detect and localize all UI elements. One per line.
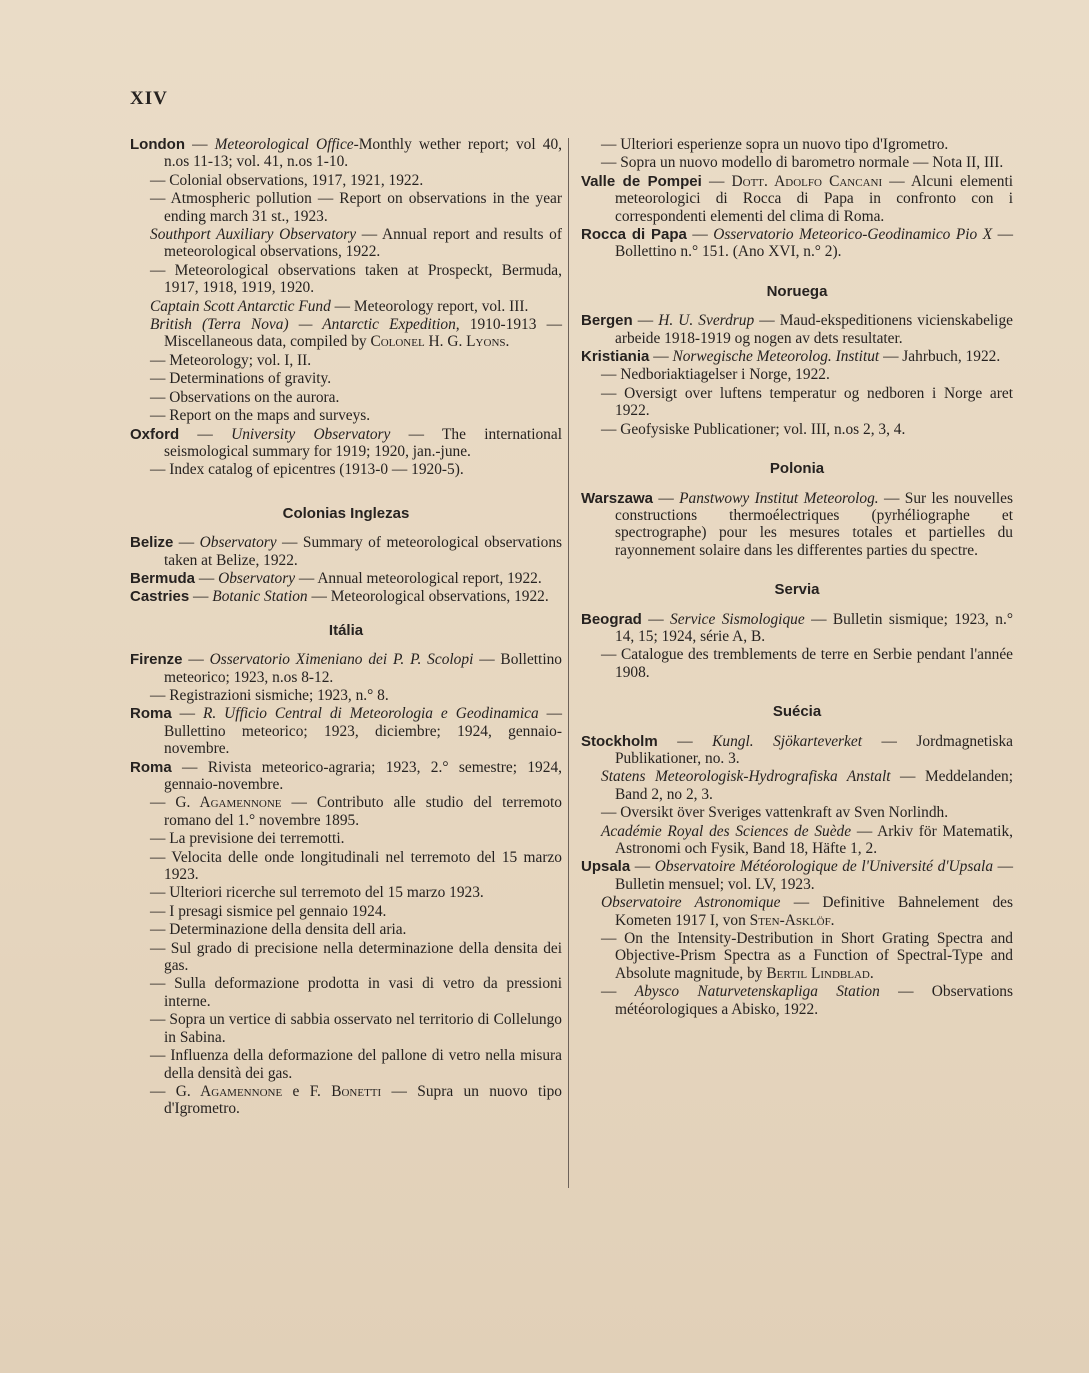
institution-name: R. Ufficio Central di Meteorologia e Geodinamica (202, 705, 539, 723)
list-item (581, 930, 1013, 982)
entry-roma-rivista (130, 759, 562, 794)
entry-oxford: Oxford — University Observatory — The international seismological summary for 1919; 1920, jan.-june. (130, 425, 562, 460)
entry-text: — Supra un nuovo tipo d'Igrometro. (164, 1082, 562, 1118)
entry-observatoire-astronomique (581, 894, 1013, 929)
author-name: G. Agamennone (175, 794, 282, 812)
city-name: Beograd (581, 610, 642, 628)
institution-name: Abysco Naturvetenskapliga Station (634, 983, 880, 1001)
right-column (581, 136, 1013, 1019)
entry-bergen: Bergen — H. U. Sverdrup — Maud-ekspeditionens vicienskabelige arbeide 1918-1919 og nogen av dets resultater. (581, 312, 1013, 347)
institution-name: Observatory (199, 534, 277, 552)
city-name: Castries (130, 588, 190, 606)
column-divider (568, 138, 569, 1188)
entry-text: — Jahrbuch, 1922. (879, 348, 1001, 366)
entry-stockholm: Stockholm — Kungl. Sjökarteverket — Jordmagnetiska Publikationer, no. 3. (581, 732, 1013, 767)
list-item: — Oversigt over luftens temperatur og nedboren i Norge aret 1922. (601, 384, 1013, 420)
city-name: Bermuda (130, 569, 196, 587)
list-item: — Determinations of gravity. (150, 370, 332, 388)
list-item: — Ulteriori esperienze sopra un nuovo tipo d'Igrometro. (601, 136, 949, 153)
entry-text: — Annual report and results of meteorological observations, 1922. (164, 226, 562, 261)
entry-academie (581, 823, 1013, 858)
left-column (130, 136, 562, 1119)
entry-text: — Alcuni elementi meteorologici di Rocca di Papa in confronto con i correspondenti elementi del clima di Roma. (615, 172, 1014, 225)
entry-london: London — Meteorological Office-Monthly wether report; vol 40, n.os 11-13; vol. 41, n.os 1-10. (130, 136, 562, 171)
entry-castries: Castries — Botanic Station — Meteorological observations, 1922. (130, 588, 549, 606)
city-name: Kristiania (581, 348, 650, 366)
list-item: — Sopra un nuovo modello di barometro normale — Nota II, III. (601, 154, 1004, 172)
section-heading: Colonias Inglezas (282, 504, 410, 522)
institution-name: H. U. Sverdrup (658, 312, 755, 330)
institution-name: Panstwowy Institut Meteorolog. (679, 489, 879, 507)
entry-text: — Summary of meteorological observations taken at Belize, 1922. (164, 534, 563, 569)
list-item: — Report on the maps and surveys. (150, 407, 371, 425)
city-name: Firenze (130, 651, 183, 669)
entry-text: — Definitive Bahnelement des Kometen 1917 I, von (615, 894, 1013, 929)
entry-text: — Jordmagnetiska Publikationer, no. 3. (615, 732, 1013, 767)
list-item: — Sulla deformazione prodotta in vasi di vetro da pressioni interne. (150, 975, 562, 1010)
list-item: — Colonial observations, 1917, 1921, 1922. (150, 171, 424, 189)
list-item: — I presagi sismice pel gennaio 1924. (150, 902, 387, 920)
entry-roma: Roma — R. Ufficio Central di Meteorologia e Geodinamica — Bullettino meteorico; 1923, diciembre; 1924, gennaio-novembre. (130, 705, 562, 758)
entry-warszawa: Warszawa — Panstwowy Institut Meteorolog. — Sur les nouvelles constructions thermoélectriques (pyrhéliographe et spectrographe) pour les mesures totales et partielles du rayonnement solaire dans les differentes parties du spectre. (581, 489, 1013, 559)
entry-scott (130, 298, 562, 315)
entry-rocca-di-papa: Rocca di Papa — Osservatorio Meteorico-Geodinamico Pio X — Bollettino n.° 151. (Ano XVI, n.° 2). (581, 226, 1013, 261)
list-item: — Geofysiske Publicationer; vol. III, n.os 2, 3, 4. (601, 420, 906, 438)
author-name: G. Agamennone (175, 1082, 283, 1100)
entry-british (130, 316, 562, 351)
institution-name: Osservatorio Meteorico-Geodinamico Pio X (713, 226, 993, 244)
entry-kristiania: Kristiania — Norwegische Meteorolog. Institut — Jahrbuch, 1922. (581, 348, 1001, 366)
institution-name: Osservatorio Ximeniano dei P. P. Scolopi (209, 651, 474, 669)
list-item: — Influenza della deformazione del pallone di vetro nella misura della densità dei gas. (150, 1047, 562, 1082)
list-item: — Abysco Naturvetenskapliga Station — Observations météorologiques a Abisko, 1922. (601, 983, 1013, 1018)
institution-name: Observatory (218, 569, 296, 587)
entry-text: — Meddelanden; Band 2, no 2, 3. (615, 768, 1013, 803)
city-name: Rocca di Papa (581, 226, 687, 244)
list-item: — G. Agamennone e F. Bonetti — Supra un nuovo tipo d'Igrometro. (150, 1082, 562, 1118)
entry-text: — Annual meteorological report, 1922. (295, 569, 542, 587)
entry-southport (130, 226, 562, 261)
city-name: Belize (130, 534, 174, 552)
institution-name: Captain Scott Antarctic Fund (150, 297, 331, 315)
list-item: — Sul grado di precisione nella determinazione della densita dei gas. (150, 939, 562, 975)
city-name: Roma (130, 705, 172, 723)
institution-name: Statens Meteorologisk-Hydrografiska Anstalt (601, 768, 891, 786)
entry-beograd: Beograd — Service Sismologique — Bulletin sismique; 1923, n.° 14, 15; 1924, série A, B. (581, 610, 1013, 645)
section-heading: Servia (774, 581, 820, 599)
entry-text: — Observations météorologiques a Abisko, 1922. (615, 983, 1013, 1018)
page-number: XIV (130, 88, 168, 109)
city-name: London (130, 136, 185, 153)
entry-belize: Belize — Observatory — Summary of meteorological observations taken at Belize, 1922. (130, 534, 563, 569)
entry-bermuda: Bermuda — Observatory — Annual meteorological report, 1922. (130, 569, 542, 587)
entry-firenze: Firenze — Osservatorio Ximeniano dei P. P. Scolopi — Bollettino meteorico; 1923, n.os 8-12. (130, 651, 562, 686)
list-item: — G. Agamennone — Contributo alle studio del terremoto romano del 1.° novembre 1895. (150, 794, 562, 829)
institution-name: Meteorological Office (214, 136, 354, 153)
city-name: Valle de Pompei (581, 172, 702, 190)
city-name: Bergen (581, 312, 633, 330)
list-item: — Oversikt över Sveriges vattenkraft av Sven Norlindh. (601, 804, 949, 822)
entry-text: — Contributo alle studio del terremoto romano del 1.° novembre 1895. (164, 794, 562, 829)
city-name: Upsala (581, 858, 631, 876)
entry-text: — Meteorology report, vol. III. (330, 297, 529, 315)
entry-text: — Bulletin sismique; 1923, n.° 14, 15; 1924, série A, B. (615, 610, 1013, 645)
city-name: Stockholm (581, 732, 658, 750)
list-item: — Velocita delle onde longitudinali nel terremoto del 15 marzo 1923. (150, 848, 562, 884)
institution-name: Southport Auxiliary Observatory (150, 226, 357, 244)
entry-text: 1910-1913 — Miscellaneous data, compiled by (164, 316, 562, 351)
institution-name: Botanic Station (212, 588, 308, 606)
entry-text: — Bollettino meteorico; 1923, n.os 8-12. (164, 651, 562, 686)
list-item: — Registrazioni sismiche; 1923, n.° 8. (150, 686, 389, 704)
list-item: — La previsione dei terremotti. (150, 830, 345, 848)
entry-text: — Bulletin mensuel; vol. LV, 1923. (615, 858, 1013, 893)
conjunction: e (282, 1082, 310, 1100)
institution-name: Kungl. Sjökarteverket (712, 732, 862, 750)
list-item: — Observations on the aurora. (150, 388, 340, 406)
entry-text: — Rivista meteorico-agraria; 1923, 2.° semestre; 1924, gennaio-novembre. (164, 758, 562, 793)
list-item: — Sopra un vertice di sabbia osservato nel territorio di Collelungo in Sabina. (150, 1011, 562, 1046)
entry-text: — Sur les nouvelles constructions thermoélectriques (pyrhéliographe et spectrographe) pour les mesures totales et partielles du rayonnement solaire dans les differentes parties du spectre. (615, 489, 1013, 559)
section-heading: Itália (328, 621, 364, 639)
entry-text: -Monthly wether report; vol 40, n.os 11-13; vol. 41, n.os 1-10. (164, 136, 562, 171)
entry-text: — Meteorological observations, 1922. (307, 588, 549, 606)
author-name: Sten-Asklöf. (749, 911, 835, 929)
institution-name: Observatoire Météorologique de l'Université d'Upsala (654, 858, 994, 876)
institution-name: Service Sismologique (670, 610, 805, 628)
entry-valle-de-pompei: Valle de Pompei — Dott. Adolfo Cancani — Alcuni elementi meteorologici di Rocca di Papa in confronto con i correspondenti elementi del clima di Roma. (581, 172, 1014, 225)
entry-text: — Arkiv för Matematik, Astronomi och Fysik, Band 18, Häfte 1, 2. (615, 822, 1013, 857)
entry-text: — Maud-ekspeditionens vicienskabelige arbeide 1918-1919 og nogen av dets resultater. (615, 312, 1013, 347)
entry-text: — Bullettino meteorico; 1923, diciembre; 1924, gennaio-novembre. (164, 705, 562, 758)
entry-statens (581, 768, 1013, 803)
city-name: Roma (130, 758, 172, 776)
author-name: Colonel H. G. Lyons. (370, 333, 510, 351)
list-item: — Catalogue des tremblements de terre en Serbie pendant l'année 1908. (601, 646, 1013, 681)
author-name: Bertil Lindblad. (766, 964, 874, 982)
author-name: F. Bonetti (309, 1082, 382, 1100)
institution-name: Académie Royal des Sciences de Suède (601, 822, 852, 840)
institution-name: British (Terra Nova) — Antarctic Expedition, (150, 316, 460, 334)
city-name: Warszawa (581, 489, 653, 507)
list-item: — Atmospheric pollution — Report on observations in the year ending march 31 st., 1923. (150, 190, 562, 225)
author-name: Dott. Adolfo Cancani (731, 172, 883, 190)
section-heading: Suécia (772, 703, 822, 721)
entry-upsala: Upsala — Observatoire Météorologique de l'Université d'Upsala — Bulletin mensuel; vol. LV, 1923. (581, 858, 1013, 893)
list-item: — Nedboriaktiagelser i Norge, 1922. (601, 366, 830, 384)
institution-name: Norwegische Meteorolog. Institut (672, 348, 880, 366)
institution-name: Observatoire Astronomique (601, 894, 781, 912)
entry-text: — The international seismological summary for 1919; 1920, jan.-june. (164, 425, 562, 460)
list-item: — Determinazione della densita dell aria. (150, 921, 407, 939)
entry-text: — On the Intensity-Destribution in Short Grating Spectra and Objective-Prism Spectra as a Function of Spectral-Type and Absolute magnitude, by (601, 930, 1013, 982)
entry-text: — Bollettino n.° 151. (Ano XVI, n.° 2). (615, 226, 1013, 261)
list-item: — Index catalog of epicentres (1913-0 — 1920-5). (150, 461, 464, 479)
list-item: — Ulteriori ricerche sul terremoto del 15 marzo 1923. (150, 884, 484, 902)
city-name: Oxford (130, 425, 180, 443)
section-heading: Noruega (766, 282, 828, 300)
section-heading: Polonia (769, 460, 825, 478)
list-item: — Meteorology; vol. I, II. (150, 351, 312, 369)
institution-name: University Observatory (231, 425, 391, 443)
list-item: — Meteorological observations taken at Prospeckt, Bermuda, 1917, 1918, 1919, 1920. (150, 261, 562, 297)
